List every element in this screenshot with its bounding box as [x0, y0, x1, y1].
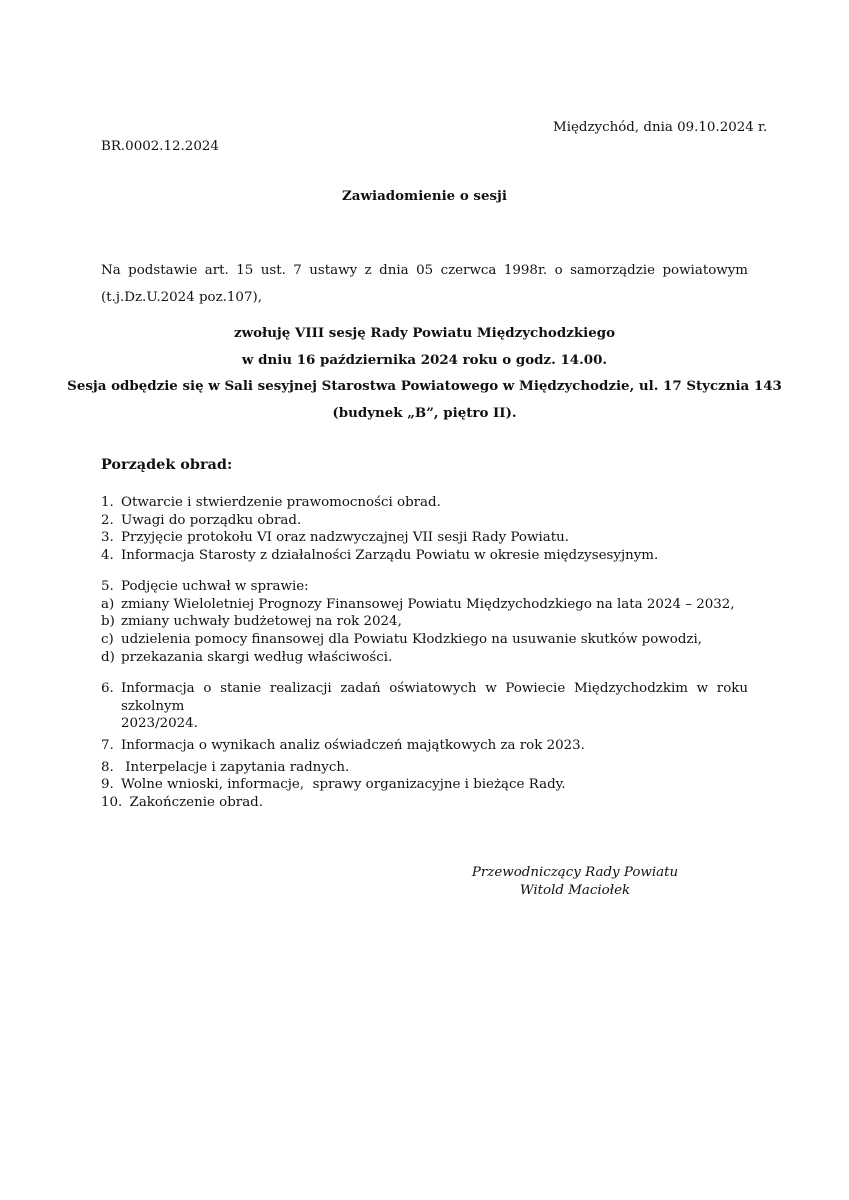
agenda-item-text: Interpelacje i zapytania radnych.	[121, 759, 350, 775]
agenda-list-part-3	[101, 680, 748, 812]
agenda-item-text: Uwagi do porządku obrad.	[121, 512, 302, 528]
agenda-item-number: 2.	[101, 512, 114, 528]
agenda-list-part-2	[101, 578, 748, 666]
agenda-item	[101, 529, 748, 547]
agenda-item-text: Podjęcie uchwał w sprawie:	[121, 579, 309, 594]
agenda-subitem-text: udzielenia pomocy finansowej dla Powiatu Kłodzkiego na usuwanie skutków powodzi,	[121, 632, 703, 648]
agenda-subitem-letter: b)	[101, 614, 115, 630]
agenda-list-part-1	[101, 494, 748, 565]
agenda-item-text: Otwarcie i stwierdzenie prawomocności obrad.	[121, 495, 441, 510]
legal-basis-line-2: (t.j.Dz.U.2024 poz.107),	[101, 290, 262, 305]
convocation-line-1: zwołuję VIII sesję Rady Powiatu Międzychodzkiego	[233, 325, 616, 341]
agenda-item	[101, 512, 748, 530]
agenda-item-text: Przyjęcie protokołu VI oraz nadzwyczajnej VII sesji Rady Powiatu.	[121, 530, 569, 546]
agenda-item	[101, 794, 748, 812]
agenda-item-text	[121, 680, 748, 733]
agenda-item-number: 3.	[101, 530, 114, 546]
agenda-item-text: Wolne wnioski, informacje, sprawy organizacyjne i bieżące Rady.	[121, 777, 566, 793]
agenda-subitem-text: przekazania skargi według właściwości.	[121, 649, 393, 665]
agenda-subitem	[101, 631, 748, 649]
signature-name: Witold Maciołek	[519, 883, 631, 898]
convocation-block	[60, 320, 789, 426]
agenda-item-number: 10.	[101, 795, 123, 811]
agenda-subitem-letter: d)	[101, 649, 115, 665]
agenda-subitem-text: zmiany Wieloletniej Prognozy Finansowej Powiatu Międzychodzkiego na lata 2024 – 2032,	[121, 596, 735, 612]
convocation-line-4: (budynek „B”, piętro II).	[332, 404, 517, 421]
agenda-item-number: 7.	[101, 738, 114, 754]
agenda-item	[101, 494, 748, 512]
agenda-subitem-letter: a)	[101, 596, 115, 612]
agenda-item-text-line-1: Informacja o stanie realizacji zadań oświatowych w Powiecie Międzychodzkim w roku szkolnym	[121, 681, 748, 714]
document-title: Zawiadomienie o sesji	[342, 188, 507, 204]
convocation-line-2: w dniu 16 października 2024 roku o godz. 14.00.	[241, 351, 608, 368]
agenda-subitem	[101, 596, 748, 614]
legal-basis-paragraph	[101, 257, 748, 311]
agenda-item	[101, 737, 748, 755]
signature-block	[460, 864, 690, 900]
place-and-date: Międzychód, dnia 09.10.2024 r.	[553, 120, 768, 135]
agenda-item-number: 5.	[101, 579, 114, 594]
agenda-item	[101, 680, 748, 733]
agenda-item	[101, 759, 748, 777]
convocation-line-3: Sesja odbędzie się w Sali sesyjnej Starostwa Powiatowego w Międzychodzie, ul. 17 Stycznia 143	[67, 378, 782, 394]
agenda-item-number: 8.	[101, 759, 114, 775]
agenda-subitem	[101, 649, 748, 667]
agenda-item-number: 9.	[101, 777, 114, 793]
agenda-item-number: 4.	[101, 548, 114, 564]
reference-number: BR.0002.12.2024	[101, 139, 219, 154]
agenda-item-number: 6.	[101, 681, 114, 696]
agenda-item-text: Zakończenie obrad.	[121, 795, 264, 811]
agenda-item-text: Informacja Starosty z działalności Zarządu Powiatu w okresie międzysesyjnym.	[121, 548, 659, 564]
agenda-item	[101, 547, 748, 565]
agenda-item-text-line-2: 2023/2024.	[121, 716, 198, 732]
signature-role: Przewodniczący Rady Powiatu	[471, 865, 679, 880]
agenda-item	[101, 578, 748, 596]
agenda-subitem-letter: c)	[101, 632, 114, 648]
agenda-item-number: 1.	[101, 495, 114, 510]
agenda-subitem-text: zmiany uchwały budżetowej na rok 2024,	[121, 614, 402, 630]
agenda-subitem	[101, 613, 748, 631]
legal-basis-line-1: Na podstawie art. 15 ust. 7 ustawy z dnia 05 czerwca 1998r. o samorządzie powiatowym	[101, 263, 748, 278]
agenda-item-text: Informacja o wynikach analiz oświadczeń majątkowych za rok 2023.	[121, 738, 585, 754]
agenda-heading: Porządek obrad:	[101, 456, 233, 473]
agenda-item	[101, 776, 748, 794]
